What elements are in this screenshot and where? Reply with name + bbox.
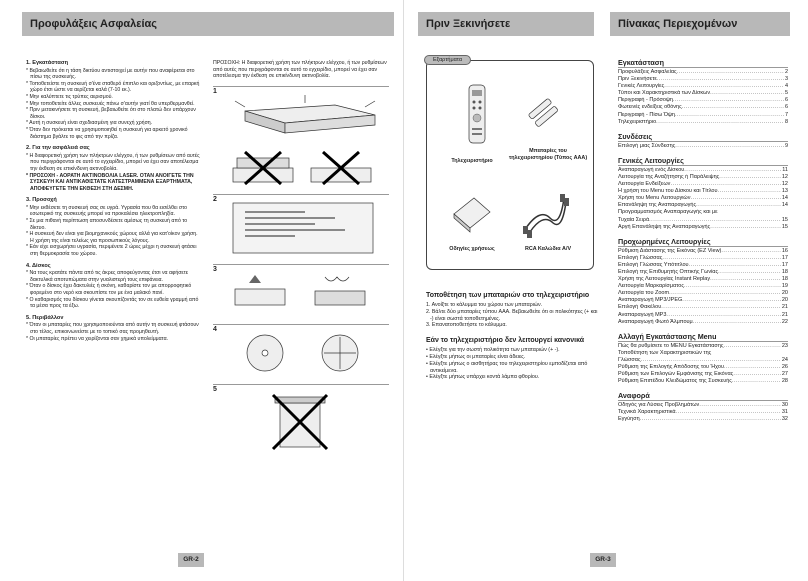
safety-column (26, 60, 202, 347)
toc-entry-label: Αναπαραγωγή MP3 (618, 311, 667, 318)
toc-entry-label: Αργή Επανάληψη της Αναπαραγωγής (618, 223, 711, 230)
toc-leader-dots (689, 262, 781, 269)
toc-entry-page: 15 (781, 223, 788, 230)
toc-entry-label: Λειτουργία Μαρκαρίσματος (618, 283, 684, 290)
toc-entry-page: 11 (782, 166, 788, 173)
toc-entry-label: Τεχνικά Χαρακτηριστικά (618, 409, 676, 416)
toc-entry-page: 4 (784, 83, 788, 90)
toc-entry[interactable] (618, 69, 788, 76)
toc-entry-page: 3 (784, 76, 788, 83)
caution-title: 3. Προσοχή (26, 197, 57, 204)
toc-entry-label: Γενικές Λειτουργίες (618, 83, 665, 90)
toc-entry-label: Ρύθμιση των Επιλογών Εμφάνισης της Εικόνας (618, 371, 734, 378)
figure-4 (213, 324, 389, 380)
disc-item: * Να τους κρατάτε πάντα από τις άκρες αποφεύγοντας έτσι να αφήσετε δακτυλικά αποτυπώματα στην γυαλιστερή τους επιφάνεια. (26, 270, 189, 283)
toc-entry-page: 15 (781, 216, 788, 223)
toc-entry-page: 28 (781, 378, 788, 385)
toc-leader-dots (684, 167, 781, 174)
toc-entry[interactable] (618, 209, 788, 216)
toc-leader-dots (718, 188, 781, 195)
toc-section-title: Συνδέσεις (618, 132, 788, 142)
toc-entry[interactable] (618, 112, 788, 119)
disc-handling-illustration (225, 329, 385, 379)
toc-entry-label: Χρήση του Menu Λειτουργιών (618, 195, 691, 202)
figure-2 (213, 194, 389, 260)
toc-entry-page: 17 (781, 261, 788, 268)
table-of-contents (618, 58, 788, 430)
toc-entry[interactable] (618, 255, 788, 262)
toc-section (618, 58, 788, 126)
toc-leader-dots (669, 290, 781, 297)
toc-entry[interactable] (618, 188, 788, 195)
toc-entry[interactable] (618, 343, 788, 350)
toc-leader-dots (666, 312, 780, 319)
toc-entry-label: Πριν Ξεκινήσετε (618, 76, 657, 83)
battery-disposal-illustration (225, 389, 385, 453)
toc-leader-dots (684, 283, 781, 290)
toc-entry-label: Οδηγός για Λύσεις Προβλημάτων (618, 402, 700, 409)
accessories-tag: Εξαρτήματα (424, 55, 471, 65)
battery-step: 3. Επανατοποθετήστε το κάλυμμα. (426, 322, 507, 329)
disc-item: * Ο καθαρισμός του δίσκου γίνεται σκουπίζοντάς τον σε ευθεία γραμμή από τα μέσα προς τα έξω. (26, 296, 199, 310)
environment-section (26, 315, 202, 342)
toc-entry[interactable] (618, 364, 788, 371)
toc-entry[interactable] (618, 262, 788, 269)
toc-entry[interactable] (618, 195, 788, 202)
toc-entry-label: Τηλεχειριστήριο (618, 118, 657, 125)
toc-leader-dots (673, 97, 784, 104)
toc-entry-label: Επιλογή Φακέλου (618, 304, 662, 311)
right-page (404, 0, 808, 581)
toc-entry[interactable] (618, 350, 788, 357)
before-start-header: Πριν Ξεκινήσετε (418, 12, 594, 36)
toc-entry-label: Λειτουργία Ενδείξεων (618, 181, 671, 188)
toc-entry-label: Γλώσσας (618, 356, 641, 363)
install-section (26, 60, 202, 140)
toc-entry-label: Εγγύηση (618, 416, 640, 423)
toc-leader-dots (661, 304, 781, 311)
toc-entry-page: 31 (781, 409, 788, 416)
remote-check-item: • Ελέγξτε μήπως ο αισθητήρας του τηλεχειριστηρίου εμποδίζεται από αντικείμενα. (426, 360, 588, 374)
toc-entry-label: Η χρήση του Menu του Δίσκου και Τίτλου (618, 188, 718, 195)
remote-control-icon (466, 84, 488, 144)
toc-entry-label: Επιλογή μιας Σύνδεσης (618, 142, 676, 149)
toc-entry-page: 24 (781, 356, 788, 363)
toc-section-title: Προχωρημένες Λειτουργίες (618, 237, 788, 247)
install-item: * Τοποθετείστε τη συσκευή σ'ένα σταθερό έπιπλο και οριζοντίως, με επαρκή χώρο έτσι ώστε να αερίζεται καλά (7-10 εκ.). (26, 80, 200, 94)
toc-leader-dots (710, 224, 781, 231)
toc-leader-dots (682, 297, 781, 304)
toc-entry[interactable] (618, 304, 788, 311)
toc-leader-dots (675, 143, 784, 150)
toc-leader-dots (656, 119, 784, 126)
install-item: * Πριν μετακινήσετε τη συσκευή, βεβαιωθείτε ότι στο πλατώ δεν υπάρχουν δίσκοι. (26, 107, 196, 120)
figure-1 (213, 86, 389, 142)
toc-entry-label: Ρύθμιση Διάστασης της Εικόνας (EZ View) (618, 247, 722, 254)
caution-item: * Εάν είχε εισχωρήσει υγρασία, περιμένετε 2 ώρες μέχρι η συσκευή φτάσει στη θερμοκρασία του χώρου. (26, 244, 197, 258)
toc-leader-dots (699, 402, 781, 409)
toc-leader-dots (693, 319, 781, 326)
toc-entry-label: Αναπαραγωγή ενός Δίσκου (618, 166, 685, 173)
toc-leader-dots (696, 202, 781, 209)
toc-entry-page: 14 (781, 202, 788, 209)
safety-text: * Η διαφορετική χρήση των πλήκτρων ελέγχου, ή των ρυθμίσεων από αυτές που περιγράφονται σε αυτό το εγχειρίδιο, μπορεί να έχει σαν αποτέλεσμα την έκθεση σε επικίνδυνη ακτινοβολία. (26, 152, 200, 172)
toc-entry[interactable] (618, 297, 788, 304)
toc-header: Πίνακας Περιεχομένων (610, 12, 790, 36)
caution-paragraph: ΠΡΟΣΟΧΗ: Η διαφορετική χρήση των πλήκτρων ελέγχου, ή των ρυθμίσεων από αυτές που περιγράφονται σε αυτό το εγχειρίδιο, μπορεί να έχει σαν αποτέλεσμα την έκθεση σε επικίνδυνη ακτινοβολία. (213, 60, 387, 80)
caution-item: * Η συσκευή δεν είναι για βιομηχανικούς χώρους αλλά για κατ'οίκον χρήση. Η χρήση της είναι τελείως για προσωπικούς λόγους. (26, 231, 198, 244)
toc-entry-label: Επανάληψη της Αναπαραγωγής (618, 202, 697, 209)
toc-entry[interactable] (618, 416, 788, 423)
figures-column (213, 60, 389, 454)
safety-title: 2. Για την ασφάλειά σας (26, 145, 90, 152)
toc-leader-dots (733, 371, 781, 378)
battery-section (426, 292, 598, 381)
toc-entry-label: Ρύθμιση Επιπέδου Κλειδώματος της Συσκευής (618, 378, 732, 385)
environment-item: * Οι μπαταρίες πρέπει να χειρίζονται σαν χημικά υπολείμματα. (26, 335, 169, 342)
toc-leader-dots (710, 276, 781, 283)
figure-1b (213, 146, 389, 190)
environment-title: 5. Περιβάλλον (26, 314, 64, 321)
toc-section-title: Γενικές Λειτουργίες (618, 156, 788, 166)
toc-leader-dots (664, 83, 784, 90)
toc-entry[interactable] (618, 409, 788, 416)
toc-entry-page: 23 (781, 342, 788, 349)
toc-entry[interactable] (618, 276, 788, 283)
toc-entry-page: 9 (784, 142, 788, 149)
moisture-illustration (225, 269, 385, 319)
toc-entry-label: Τυχαία Σειρά (618, 216, 650, 223)
disc-section (26, 263, 202, 310)
toc-entry-label: Χρήση της Λειτουργίας Instant Replay (618, 276, 711, 283)
toc-entry-page: 22 (781, 318, 788, 325)
toc-leader-dots (649, 217, 781, 224)
laser-warning: * ΠΡΟΣΟΧΗ - ΑΟΡΑΤΗ ΑΚΤΙΝΟΒΟΛΙΑ LASER. ΟΤΑΝ ΑΝΟΙΓΕΤΕ ΤΗΝ ΣΥΣΚΕΥΗ ΚΑΙ ΑΝΤΙΚΑΘΙΣΤΑΤΕ ΚΑΤΕΣΤΡΑΜΜΕΝΑ ΕΞΑΡΤΗΜΑΤΑ, ΑΠΟΦΕΥΓΕΤΕ ΤΗΝ ΕΚΘΕΣΗ ΣΤΗ ΔΕΣΜΗ. (26, 172, 194, 192)
toc-entry-page: 5 (784, 90, 788, 97)
toc-entry[interactable] (618, 202, 788, 209)
toc-entry[interactable] (618, 83, 788, 90)
toc-entry-page: 2 (784, 69, 788, 75)
remote-troubleshoot-title: Εάν το τηλεχειριστήριο δεν λειτουργεί κανονικά (426, 337, 585, 345)
toc-entry-page: 26 (781, 364, 788, 370)
toc-entry[interactable] (618, 269, 788, 276)
remote-check-item: • Ελέγξτε μήπως υπάρχει κοντά λάμπα φθορίου. (426, 374, 540, 381)
toc-entry-label: Ρύθμιση της Επιλογής Απόδοσης του Ήχου (618, 364, 724, 370)
toc-entry-page: 6 (784, 97, 788, 104)
toc-leader-dots (676, 409, 781, 416)
toc-section (618, 391, 788, 423)
figure-3-label: 3 (213, 265, 217, 273)
toc-entry-page: 16 (781, 247, 788, 254)
toc-entry[interactable] (618, 104, 788, 111)
toc-leader-dots (670, 181, 780, 188)
toc-entry-page: 7 (784, 111, 788, 118)
figure-5 (213, 384, 389, 454)
toc-leader-dots (662, 255, 781, 262)
toc-entry-page: 12 (781, 181, 788, 188)
toc-entry[interactable] (618, 97, 788, 104)
toc-entry[interactable] (618, 357, 788, 364)
toc-entry-page: 14 (781, 195, 788, 202)
toc-entry[interactable] (618, 371, 788, 378)
disc-title: 4. Δίσκος (26, 262, 51, 269)
toc-entry-page: 8 (784, 118, 788, 125)
toc-leader-dots (682, 104, 784, 111)
caution-item: * Μην εκθέσετε τη συσκευή σας σε υγρά. Υγρασία που θα εισέλθει στο εσωτερικό της συσκευής μπορεί να προκαλέσει ηλεκτροπληξία. (26, 204, 187, 218)
toc-entry-label: Επιλογή Γλώσσας Υπότιτλου (618, 261, 689, 268)
toc-entry[interactable] (618, 174, 788, 181)
ventilation-illustration (225, 91, 385, 141)
figure-4-label: 4 (213, 325, 217, 333)
toc-entry-page: 20 (781, 297, 788, 304)
label-plate-illustration (225, 199, 385, 259)
toc-leader-dots (677, 69, 784, 76)
toc-entry-page: 18 (781, 268, 788, 275)
toc-section-title: Εγκατάσταση (618, 58, 788, 68)
environment-item: * Όταν οι μπαταρίες που χρησιμοποιούνται από αυτήν τη συσκευή φτάσουν στο τέλος, επικοινωνείστε με το τοπικό σας προμηθευτή. (26, 322, 199, 335)
toc-leader-dots (675, 112, 784, 119)
toc-entry-page: 21 (781, 304, 788, 311)
av-cable-icon (520, 188, 570, 238)
toc-entry-page: 32 (781, 416, 788, 423)
toc-section-title: Αναφορά (618, 391, 788, 401)
toc-leader-dots (724, 364, 781, 371)
safety-section (26, 145, 202, 192)
toc-entry-page: 27 (781, 371, 788, 378)
no-stacking-illustration (225, 150, 385, 190)
remote-check-item: • Ελέγξτε μήπως οι μπαταρίες είναι άδειες. (426, 353, 526, 360)
toc-entry-label: Περιγραφή - Πίσω Όψη (618, 111, 675, 118)
toc-entry-page: 30 (781, 402, 788, 409)
install-item: * Μην τοποθετείτε άλλες συσκευές πάνω σ'αυτήν γιατί θα υπερθερμανθεί. (26, 100, 195, 107)
toc-entry[interactable] (618, 290, 788, 297)
figure-5-label: 5 (213, 385, 217, 393)
toc-entry-label: Επιλογή Γλώσσας (618, 254, 663, 261)
accessory-batteries: Μπαταρίες του τηλεχειριστηρίου (Τύπος AAA) (508, 148, 588, 161)
toc-entry[interactable] (618, 217, 788, 224)
toc-entry[interactable] (618, 167, 788, 174)
page-number-left: GR-2 (178, 553, 204, 567)
toc-entry[interactable] (618, 312, 788, 319)
accessory-remote: Τηλεχειριστήριο (451, 158, 493, 164)
toc-section (618, 332, 788, 386)
toc-entry-label: Αναπαραγωγή MP3/JPEG (618, 297, 683, 304)
manual-icon (450, 190, 494, 236)
toc-entry-label: Λειτουργία της Αναζήτησης ή Παράλειψης (618, 173, 720, 180)
accessory-av-cable: RCA Καλώδια A/V (524, 246, 572, 252)
toc-leader-dots (690, 195, 780, 202)
install-item: * Αυτή η συσκευή είναι σχεδιασμένη για συνεχή χρήση. (26, 120, 153, 127)
accessory-manual: Οδηγίες χρήσεως (449, 246, 495, 252)
disc-item: * Όταν ο δίσκος έχει δακτυλιές ή σκόνη, καθαρίστε τον με απορροφητικό φορεμένο στο νερό και σκουπίστε τον με ένα μαλακό πανί. (26, 283, 192, 296)
toc-leader-dots (732, 378, 781, 385)
toc-entry[interactable] (618, 283, 788, 290)
install-item: * Μην καλύπτετε τις τρύπες αερισμού. (26, 93, 113, 100)
toc-section (618, 132, 788, 150)
toc-entry[interactable] (618, 378, 788, 385)
toc-entry-label: Επιλογή της Επιθυμητής Οπτικής Γωνίας (618, 268, 719, 275)
toc-entry-page: 13 (781, 188, 788, 195)
remote-check-item: • Ελέγξτε για την σωστή πολικότητα των μπαταριών (+ -). (426, 347, 560, 354)
toc-entry[interactable] (618, 90, 788, 97)
toc-entry-page: 19 (781, 283, 788, 290)
caution-section (26, 197, 202, 257)
toc-entry[interactable] (618, 319, 788, 326)
toc-entry[interactable] (618, 248, 788, 255)
toc-entry-page: 18 (781, 276, 788, 283)
toc-entry-page: 20 (781, 290, 788, 297)
install-title: 1. Εγκατάσταση (26, 60, 69, 66)
figure-1-label: 1 (213, 87, 217, 95)
safety-header: Προφυλάξεις Ασφαλείας (22, 12, 394, 36)
toc-leader-dots (718, 269, 781, 276)
caution-item: * Σε μια πιθανή περίπτωση αποσυνδέσετε αμέσως τη συσκευή από το δίκτυο. (26, 218, 188, 231)
toc-entry-page: 17 (781, 254, 788, 261)
toc-entry[interactable] (618, 143, 788, 150)
toc-entry-label: Περιγραφή - Πρόσοψη (618, 97, 673, 104)
toc-entry-page: 12 (781, 173, 788, 180)
toc-leader-dots (640, 416, 781, 423)
toc-section-title: Αλλαγή Εγκατάστασης Menu (618, 332, 788, 342)
toc-entry-label: Πώς θα ρυθμίσετε το MENU Εγκατάστασης (618, 342, 724, 349)
toc-section (618, 156, 788, 231)
battery-step: 2. Βάλτε δύο μπαταρίες τύπου AAA. Βεβαιωθείτε ότι οι πολικότητες (+ και -) είναι σωστά τοποθετημένες. (426, 308, 598, 322)
toc-leader-dots (657, 76, 784, 83)
install-item: * Βεβαιωθείτε ότι η τάση δικτύου αντιστοιχεί με αυτήν που αναφέρεται στο πίσω της συσκευής. (26, 67, 195, 81)
figure-3 (213, 264, 389, 320)
toc-entry-page: 21 (781, 311, 788, 318)
figure-2-label: 2 (213, 195, 217, 203)
toc-leader-dots (641, 357, 781, 364)
toc-leader-dots (724, 343, 781, 350)
toc-entry[interactable] (618, 402, 788, 409)
battery-title: Τοποθέτηση των μπαταριών στο τηλεχειριστήριο (426, 292, 590, 299)
battery-step: 1. Ανοίξτε το κάλυμμα του χώρου των μπαταριών. (426, 302, 543, 308)
page-number-right: GR-3 (590, 553, 616, 567)
install-item: * Όταν δεν πρόκειται να χρησιμοποιηθεί η συσκευή για αρκετό χρονικό διάστημα βγάλτε το φις από την πρίζα. (26, 126, 188, 140)
toc-leader-dots (721, 248, 781, 255)
toc-section (618, 237, 788, 326)
toc-leader-dots (719, 174, 781, 181)
toc-entry[interactable] (618, 224, 788, 231)
toc-entry-label: Φωτεινές ενδείξεις οθόνης (618, 104, 682, 111)
toc-entry-page: 6 (784, 104, 788, 111)
toc-entry-label: Προφυλάξεις Ασφαλείας (618, 69, 677, 75)
accessories-box (426, 60, 594, 270)
toc-entry[interactable] (618, 76, 788, 83)
toc-entry[interactable] (618, 119, 788, 126)
toc-entry-label: Προγραμματισμός Αναπαραγωγής και με (618, 209, 718, 216)
toc-entry-label: Λειτουργία του Zoom (618, 290, 670, 297)
toc-entry[interactable] (618, 181, 788, 188)
toc-entry-label: Τύποι και Χαρακτηριστικά των Δίσκων (618, 90, 711, 97)
batteries-icon (526, 94, 562, 130)
toc-entry-label: Τοποθέτηση των Χαρακτηριστικών της (618, 349, 712, 356)
toc-leader-dots (710, 90, 784, 97)
toc-entry-label: Αναπαραγωγή Φωτό Άλμπουμ (618, 318, 693, 325)
